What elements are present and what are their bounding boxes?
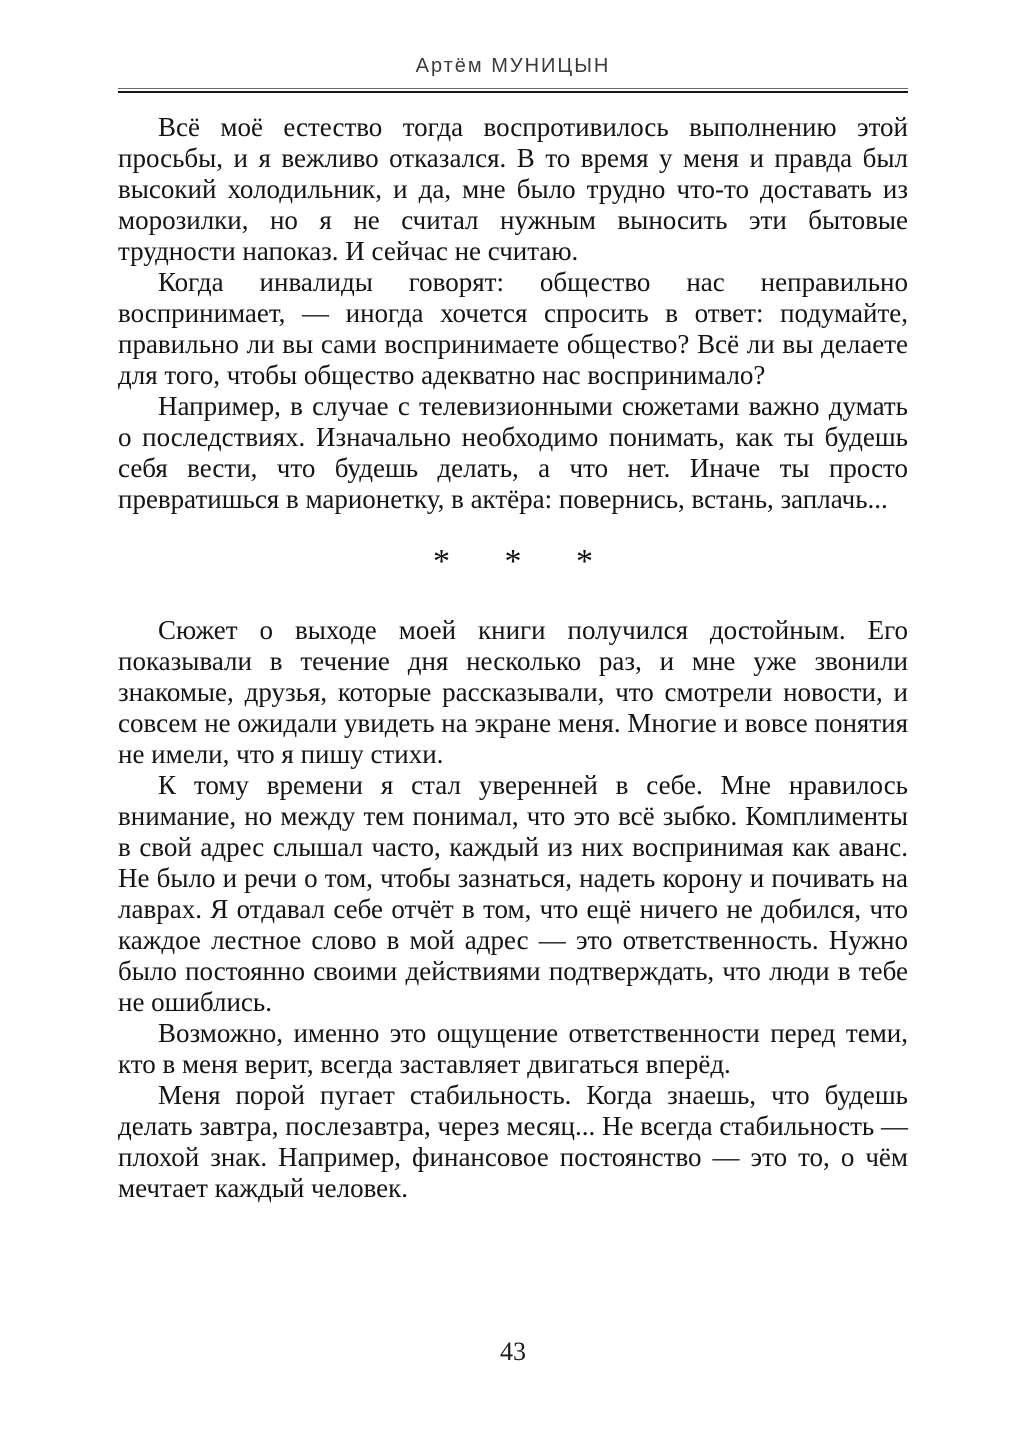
paragraph: Когда инвалиды говорят: общество нас неправильно воспринимает, — иногда хочется спросить в ответ: подумайте, правильно ли вы сами воспринимаете общество? Всё ли вы делаете для того, чтобы общество адекватно нас воспринимало? xyxy=(118,267,908,390)
page-number: 43 xyxy=(500,1337,526,1366)
paragraph: Меня порой пугает стабильность. Когда знаешь, что будешь делать завтра, послезавтра, через месяц... Не всегда стабильность — плохой знак. Например, финансовое постоянство — это то, о чём мечтает каждый человек. xyxy=(118,1080,908,1203)
body-text xyxy=(118,112,908,1204)
running-header xyxy=(118,55,908,78)
asterisk-section-separator: * * * xyxy=(433,543,593,580)
paragraph: Сюжет о выходе моей книги получился достойным. Его показывали в течение дня несколько раз, и мне уже звонили знакомые, друзья, которые рассказывали, что смотрели новости, и совсем не ожидали увидеть на экране меня. Многие и вовсе понятия не имели, что я пишу стихи. xyxy=(118,615,908,769)
paragraph: К тому времени я стал уверенней в себе. Мне нравилось внимание, но между тем понимал, что это всё зыбко. Комплименты в свой адрес слышал часто, каждый из них воспринимая как аванс. Не было и речи о том, чтобы зазнаться, надеть корону и почивать на лаврах. Я отдавал себе отчёт в том, что ещё ничего не добился, что каждое лестное слово в мой адрес — это ответственность. Нужно было постоянно своими действиями подтверждать, что люди в тебе не ошиблись. xyxy=(118,770,908,1017)
paragraph: Всё моё естество тогда воспротивилось выполнению этой просьбы, и я вежливо отказался. В то время у меня и правда был высокий холодильник, и да, мне было трудно что-то доставать из морозилки, но я не считал нужным выносить эти бытовые трудности напоказ. И сейчас не считаю. xyxy=(118,112,908,266)
paragraph: Возможно, именно это ощущение ответственности перед теми, кто в меня верит, всегда заставляет двигаться вперёд. xyxy=(118,1018,908,1079)
header-rule-divider xyxy=(118,88,908,93)
running-header-author: Артём МУНИЦЫН xyxy=(415,55,611,77)
paragraph: Например, в случае с телевизионными сюжетами важно думать о последствиях. Изначально необходимо понимать, как ты будешь себя вести, что будешь делать, а что нет. Иначе ты просто превратишься в марионетку, в актёра: повернись, встань, заплачь... xyxy=(118,391,908,514)
